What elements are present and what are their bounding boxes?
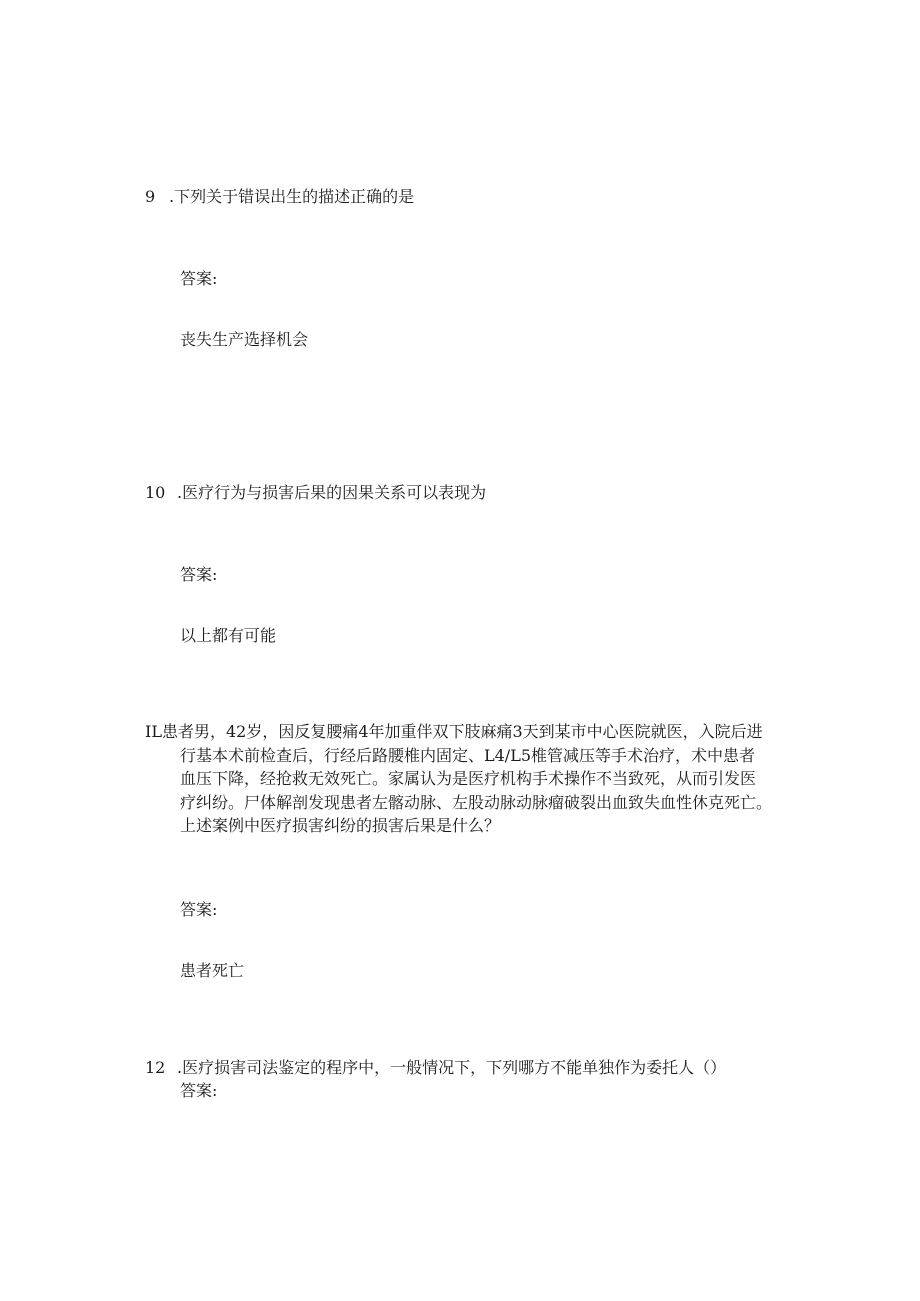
answer-text: 患者死亡 [180,961,245,980]
question-line: 上述案例中医疗损害纠纷的损害后果是什么？ [180,816,501,835]
question-line [145,720,805,744]
answer-label: 答案: [180,565,218,584]
question-number: 9 [145,187,156,206]
question-line: 行基本术前检查后，行经后路腰椎内固定、L4/L5椎管减压等手术治疗，术中患者 [180,745,756,765]
answer-text: 以上都有可能 [180,626,277,645]
answer-text: 丧失生产选择机会 [180,330,309,349]
question-text: 患者男，42岁，因反复腰痛4年加重伴双下肢麻痛3天到某市中心医院就医，入院后进 [161,722,763,741]
question-text: .医疗损害司法鉴定的程序中，一般情况下，下列哪方不能单独作为委托人（） [177,1058,727,1077]
question-number: 10 [145,483,166,502]
answer-label: 答案: [180,269,218,288]
answer-label: 答案: [180,1081,218,1100]
question-number: 12 [145,1058,166,1077]
question-12 [145,1056,726,1080]
question-line: 疗纠纷。尸体解剖发现患者左髂动脉、左股动脉动脉瘤破裂出血致失血性休克死亡。 [180,792,773,812]
question-number: IL [145,722,162,741]
answer-label: 答案: [180,900,218,919]
question-text: .医疗行为与损害后果的因果关系可以表现为 [177,483,487,502]
question-line: 血压下降，经抢救无效死亡。家属认为是医疗机构手术操作不当致死，从而引发医 [180,769,757,788]
question-10 [145,481,486,505]
question-9 [145,185,414,209]
question-11 [145,720,805,838]
question-text: .下列关于错误出生的描述正确的是 [169,187,415,206]
